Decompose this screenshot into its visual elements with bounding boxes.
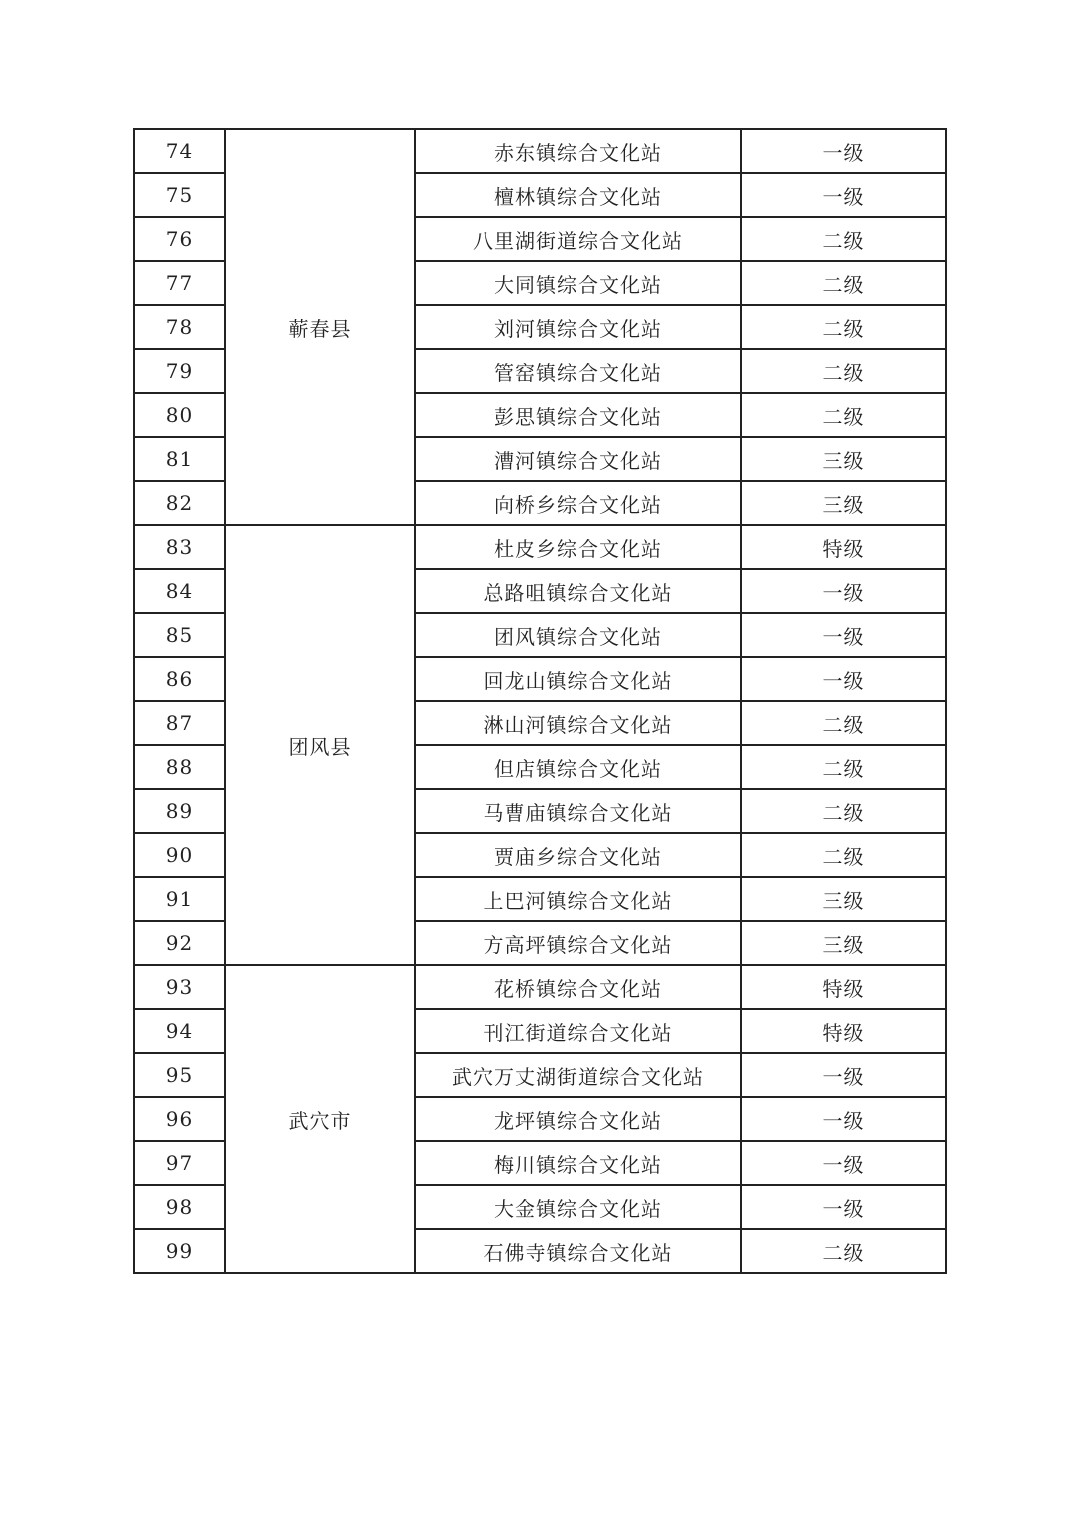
station-name: 大同镇综合文化站 [415,261,741,305]
station-name: 回龙山镇综合文化站 [415,657,741,701]
culture-station-table [133,128,947,1274]
station-name: 管窑镇综合文化站 [415,349,741,393]
station-level: 二级 [741,217,946,261]
station-level: 二级 [741,745,946,789]
table-body [134,129,946,1273]
row-number: 83 [134,525,225,569]
station-level: 一级 [741,173,946,217]
row-number: 97 [134,1141,225,1185]
row-number: 78 [134,305,225,349]
row-number: 86 [134,657,225,701]
row-number: 91 [134,877,225,921]
county-cell: 团风县 [225,525,415,965]
row-number: 89 [134,789,225,833]
station-level: 二级 [741,261,946,305]
station-name: 檀林镇综合文化站 [415,173,741,217]
station-level: 二级 [741,1229,946,1273]
table-row [134,129,946,173]
station-name: 上巴河镇综合文化站 [415,877,741,921]
row-number: 93 [134,965,225,1009]
station-level: 二级 [741,701,946,745]
station-name: 梅川镇综合文化站 [415,1141,741,1185]
station-level: 特级 [741,965,946,1009]
row-number: 98 [134,1185,225,1229]
row-number: 94 [134,1009,225,1053]
station-level: 一级 [741,1141,946,1185]
row-number: 76 [134,217,225,261]
station-level: 二级 [741,305,946,349]
row-number: 88 [134,745,225,789]
station-name: 杜皮乡综合文化站 [415,525,741,569]
station-name: 但店镇综合文化站 [415,745,741,789]
row-number: 79 [134,349,225,393]
row-number: 84 [134,569,225,613]
row-number: 81 [134,437,225,481]
station-name: 漕河镇综合文化站 [415,437,741,481]
station-name: 武穴万丈湖街道综合文化站 [415,1053,741,1097]
row-number: 90 [134,833,225,877]
station-level: 三级 [741,481,946,525]
station-level: 特级 [741,525,946,569]
station-level: 一级 [741,1097,946,1141]
station-name: 团风镇综合文化站 [415,613,741,657]
county-cell: 蕲春县 [225,129,415,525]
station-level: 特级 [741,1009,946,1053]
station-name: 石佛寺镇综合文化站 [415,1229,741,1273]
station-name: 赤东镇综合文化站 [415,129,741,173]
station-name: 八里湖街道综合文化站 [415,217,741,261]
table-row [134,525,946,569]
station-level: 二级 [741,789,946,833]
station-name: 刊江街道综合文化站 [415,1009,741,1053]
station-level: 一级 [741,129,946,173]
station-level: 二级 [741,833,946,877]
station-name: 淋山河镇综合文化站 [415,701,741,745]
row-number: 92 [134,921,225,965]
station-level: 一级 [741,613,946,657]
station-name: 贾庙乡综合文化站 [415,833,741,877]
station-name: 彭思镇综合文化站 [415,393,741,437]
row-number: 82 [134,481,225,525]
station-name: 总路咀镇综合文化站 [415,569,741,613]
row-number: 85 [134,613,225,657]
station-level: 二级 [741,349,946,393]
station-name: 花桥镇综合文化站 [415,965,741,1009]
station-level: 一级 [741,1185,946,1229]
station-name: 马曹庙镇综合文化站 [415,789,741,833]
station-level: 三级 [741,437,946,481]
row-number: 74 [134,129,225,173]
station-name: 龙坪镇综合文化站 [415,1097,741,1141]
station-name: 大金镇综合文化站 [415,1185,741,1229]
row-number: 96 [134,1097,225,1141]
row-number: 95 [134,1053,225,1097]
table-row [134,965,946,1009]
station-level: 二级 [741,393,946,437]
station-level: 三级 [741,921,946,965]
station-level: 三级 [741,877,946,921]
station-level: 一级 [741,569,946,613]
county-cell: 武穴市 [225,965,415,1273]
row-number: 87 [134,701,225,745]
row-number: 99 [134,1229,225,1273]
row-number: 75 [134,173,225,217]
row-number: 77 [134,261,225,305]
row-number: 80 [134,393,225,437]
station-name: 刘河镇综合文化站 [415,305,741,349]
station-level: 一级 [741,1053,946,1097]
station-name: 向桥乡综合文化站 [415,481,741,525]
station-name: 方高坪镇综合文化站 [415,921,741,965]
station-level: 一级 [741,657,946,701]
